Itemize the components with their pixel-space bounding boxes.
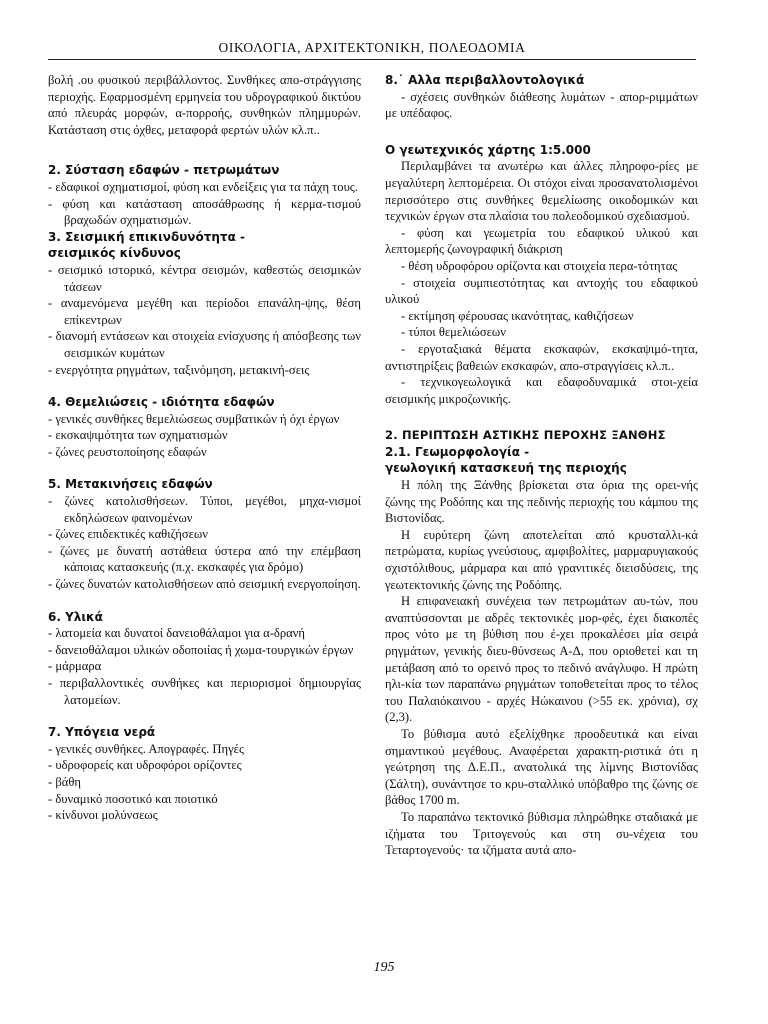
- list-item: - τύποι θεμελιώσεων: [401, 325, 506, 340]
- section-6-heading: 6. Υλικά: [48, 609, 103, 624]
- list-item: - σεισμικό ιστορικό, κέντρα σεισμών, καθεστώς σεισμικών τάσεων: [48, 262, 361, 294]
- list-item: - λατομεία και δυνατοί δανειοθάλαμοι για α-δρανή: [48, 626, 306, 641]
- list-item: - ζώνες με δυνατή αστάθεια ύστερα από την επέμβαση κάποιας κατασκευής (π.χ. εκσκαφές για δρόμο): [48, 543, 361, 575]
- case-heading: 2. ΠΕΡΙΠΤΩΣΗ ΑΣΤΙΚΗΣ ΠΕΡΟΧΗΣ ΞΑΝΘΗΣ: [385, 428, 666, 443]
- subsection-heading-line2: γεωλογική κατασκευή της περιοχής: [385, 461, 627, 476]
- page-number: 195: [373, 960, 395, 975]
- left-column: [48, 72, 361, 824]
- map-paragraph: Περιλαμβάνει τα ανωτέρω και άλλες πληροφο-ρίες με μεγαλύτερη λεπτομέρεια. Οι στόχοι είναι προσανατολισμένοι περισσότερο στις συνθήκες θεμελίωσης οικοδομικών και τεχνικών έργων στα πλαίσια του πολεοδομικού σχεδιασμού.: [385, 159, 698, 224]
- list-item: - εκτίμηση φέρουσας ικανότητας, καθιζήσεων: [401, 308, 634, 323]
- list-item: - περιβαλλοντικές συνθήκες και περιορισμοί δημιουργίας λατομείων.: [48, 676, 361, 707]
- list-item: - δυναμικό ποσοτικό και ποιοτικό: [48, 791, 218, 806]
- list-item: - ζώνες δυνατών κατολισθήσεων από σεισμική ενεργοποίηση.: [48, 577, 361, 592]
- list-item: - μάρμαρα: [48, 659, 102, 674]
- body-paragraph: Το παραπάνω τεκτονικό βύθισμα πληρώθηκε σταδιακά με ιζήματα του Τριτογενούς και στη συ-νέχεια του Τεταρτογενούς· τα ιζήματα αυτά απο-: [385, 809, 698, 858]
- list-item: - εργοταξιακά θέματα εκσκαφών, εκσκαψιμό-τητα, αντιστηρίξεις βαθειών εκσκαφών, απο-στραγγίσεις κλ.π..: [385, 341, 698, 373]
- body-paragraph: Η επιφανειακή συνέχεια των πετρωμάτων αυ-τών, που αναπτύσσονται με αδρές τεκτονικές μορ-φές, έχει διακοπές προς νότο με τη βύθιση που έ-χει προκαλέσει μία σειρά ρηγμάτων, γενικής διευ-θύνσεως Α-Δ, που οριοθετεί και τη μετάβαση από το ορεινό προς το πεδινό ανάγλυφο. Η πρώτη ηλι-κία των παραπάνω ρηγμάτων τοποθετείται προς το τέλος του Παλαιόκαινου - αρχές Ηώκαινου (>55 εκ. χρόνια), σχ (2,3).: [385, 594, 698, 725]
- map-heading: Ο γεωτεχνικός χάρτης 1:5.000: [385, 142, 591, 157]
- section-3-heading-line1: 3. Σεισμική επικινδυνότητα -: [48, 229, 245, 244]
- list-item: - βάθη: [48, 774, 81, 789]
- list-item: - θέση υδροφόρου ορίζοντα και στοιχεία περα-τότητας: [401, 258, 678, 273]
- list-item: - γενικές συνθήκες. Απογραφές. Πηγές: [48, 741, 244, 756]
- running-header: ΟΙΚΟΛΟΓΙΑ, ΑΡΧΙΤΕΚΤΟΝΙΚΗ, ΠΟΛΕΟΔΟΜΙΑ: [218, 40, 526, 55]
- header-rule: [48, 59, 696, 60]
- section-7-heading: 7. Υπόγεια νερά: [48, 725, 156, 740]
- body-paragraph: Η ευρύτερη ζώνη αποτελείται από κρυσταλλι-κά πετρώματα, κυρίως γνεύσιους, αμφιβολίτες, μαρμαρυγιακούς σχιστόλιθους, μάρμαρα και από γρανιτικές διεισδύσεις, της γεωτεκτονικής ζώνης της Ροδόπης.: [385, 527, 698, 592]
- list-item: - ζώνες ρευστοποίησης εδαφών: [48, 444, 207, 459]
- list-item: - ζώνες επιδεκτικές καθιζήσεων: [48, 527, 208, 542]
- section-2-heading: 2. Σύσταση εδαφών - πετρωμάτων: [48, 163, 280, 178]
- list-item: - δανειοθάλαμοι υλικών οδοποιίας ή χωμα-τουργικών έργων: [48, 642, 354, 657]
- list-item: - υδροφορείς και υδροφόροι ορίζοντες: [48, 758, 242, 773]
- intro-paragraph: βολή .ου φυσικού περιβάλλοντος. Συνθήκες απο-στράγγισης περιοχής. Εφαρμοσμένη ερμηνεία του υδρογραφικού δικτύου από πλευράς μορφών, α-πορροής, συνθηκών πλημμυρών. Κατάσταση στις όχθες, μεταφορά φερτών υλών κλ.π..: [48, 73, 361, 137]
- section-5-heading: 5. Μετακινήσεις εδαφών: [48, 477, 213, 492]
- list-item: - εκσκαψιμότητα των σχηματισμών: [48, 428, 228, 443]
- list-item: - φύση και κατάσταση αποσάθρωσης ή κερμα-τισμού βραχωδών σχηματισμών.: [48, 196, 361, 228]
- section-4-heading: 4. Θεμελιώσεις - ιδιότητα εδαφών: [48, 395, 275, 410]
- body-paragraph: Η πόλη της Ξάνθης βρίσκεται στα όρια της ορει-νής ζώνης της Ροδόπης και της πεδινής περιοχής του κάμπου της Βιστονίδας.: [385, 478, 698, 526]
- list-item: - τεχνικογεωλογικά και εδαφοδυναμικά στοι-χεία σεισμικής μικροζωνικής.: [385, 375, 698, 406]
- list-item: - ενεργότητα ρηγμάτων, ταξινόμηση, μετακινή-σεις: [48, 362, 310, 377]
- section-8-heading: 8.˙ Αλλα περιβαλλοντολογικά: [385, 73, 585, 87]
- right-column: [385, 72, 698, 859]
- list-item: - αναμενόμενα μεγέθη και περίοδοι επανάλη-ψης, θέση επίκεντρων: [48, 296, 361, 327]
- body-paragraph: Το βύθισμα αυτό εξελίχθηκε προοδευτικά και είναι σημαντικού μεγέθους. Αναφέρεται χαρακτη-ριστικά ότι η γεώτρηση της Δ.Ε.Π., ανατολικά της λίμνης Βιστονίδας (Σάλτη), συνάντησε το κρυ-σταλλικό υπόβαθρο της ζώνης σε βάθος 1700 m.: [385, 726, 698, 808]
- list-item: - σχέσεις συνθηκών διάθεσης λυμάτων - απορ-ριμμάτων με υπέδαφος.: [385, 89, 698, 121]
- list-item: - διανομή εντάσεων και στοιχεία ενίσχυσης ή απόσβεσης των σεισμικών κυμάτων: [48, 329, 361, 360]
- subsection-heading-line1: 2.1. Γεωμορφολογία -: [385, 444, 530, 459]
- list-item: - γενικές συνθήκες θεμελιώσεως συμβατικών ή όχι έργων: [48, 411, 340, 426]
- section-3-heading-line2: σεισμικός κίνδυνος: [48, 246, 181, 261]
- list-item: - στοιχεία συμπιεστότητας και αντοχής του εδαφικού υλικού: [385, 275, 698, 307]
- list-item: - φύση και γεωμετρία του εδαφικού υλικού και λεπτομερής ζωνογραφική διάκριση: [385, 225, 698, 257]
- list-item: - ζώνες κατολισθήσεων. Τύποι, μεγέθοι, μηχα-νισμοί εκδηλώσεων φαινομένων: [48, 494, 361, 525]
- list-item: - εδαφικοί σχηματισμοί, φύση και ενδείξεις για τα πάχη τους.: [48, 179, 358, 194]
- list-item: - κίνδυνοι μολύνσεως: [48, 808, 158, 823]
